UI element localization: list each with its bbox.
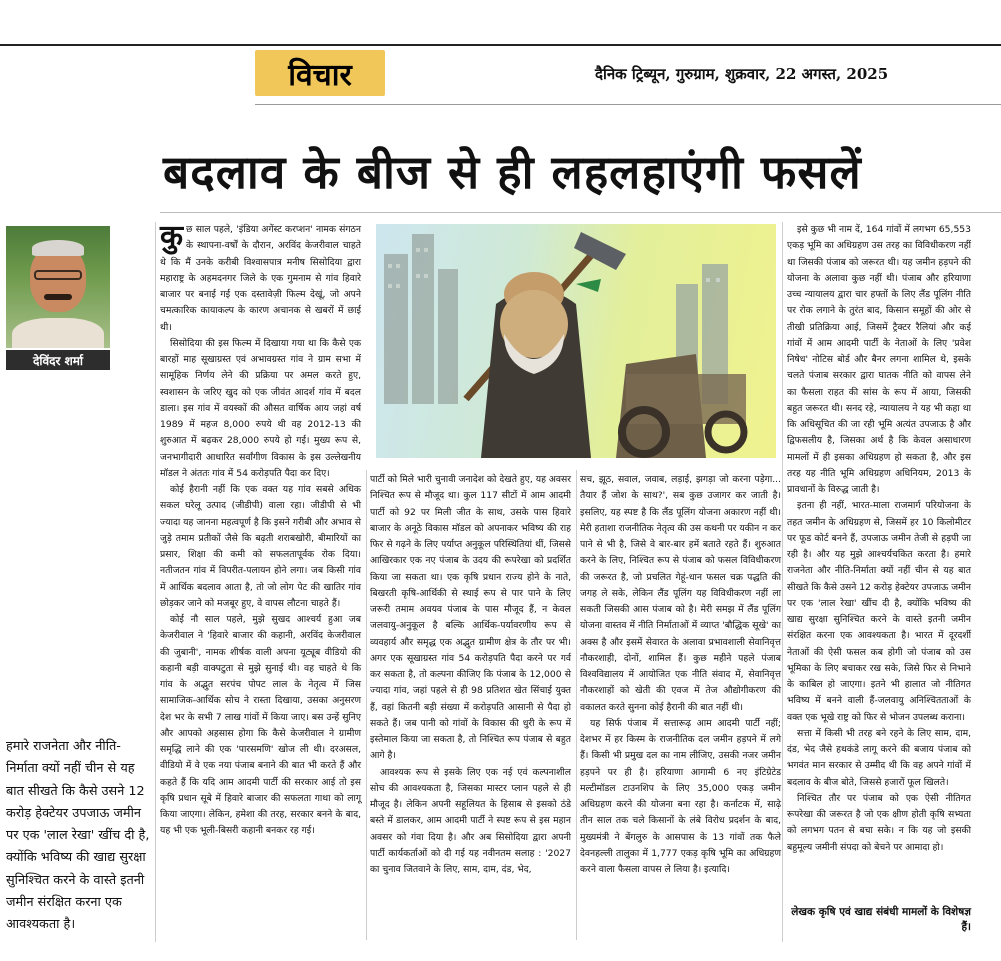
paragraph: पार्टी को मिले भारी चुनावी जनादेश को देखते हुए, यह अवसर निश्चित रूप से मौजूद था। कुल 117 सीटों में आम आदमी पार्टी को 92 पर मिली जीत के साथ, उसके पास हिवारे बाजार के अनूठे विकास मॉडल को अपनाकर भविष्य की राह फिर से गढ़ने के लिए पर्याप्त अनुकूल परिस्थितियां थीं, जिससे आखिरकार एक नए पंजाब के उदय की रूपरेखा को प्रदर्शित किया जा सकता था। एक कृषि प्रधान राज्य होने के नाते, बिखरती कृषि-आर्थिकी से स्थाई रूप से पार पाने के लिए जरूरी तमाम अवयव पंजाब के पास मौजूद हैं, न केवल जलवायु-अनुकूल है बल्कि आर्थिक-पर्यावरणीय रूप से व्यवहार्य और समृद्ध एक अद्भुत ग्रामीण क्षेत्र के तौर पर भी। अगर एक सूखाग्रस्त गांव 54 करोड़पति पैदा करने पर गर्व कर सकता है, तो कल्पना कीजिए कि पंजाब के 12,000 से ज्यादा गांव, जहां पहले से ही 98 प्रतिशत खेत सिंचाई युक्त हैं, वहां कितनी बड़ी संख्या में करोड़पति आसानी से पैदा हो सकते हैं। जब पानी को गांवों के विकास की धुरी के रूप में इस्तेमाल किया जा सकता है, तो निश्चित रूप पंजाब से बहुत आगे है। [370, 474, 571, 762]
author-photo [6, 226, 110, 348]
author-byline: देविंदर शर्मा [6, 350, 110, 370]
headline: बदलाव के बीज से ही लहलहाएंगी फसलें [163, 145, 862, 199]
paragraph: यह सिर्फ पंजाब में सत्तारूढ़ आम आदमी पार्टी नहीं; देशभर में हर किस्म के राजनीतिक दल जमीन हड़पने में लगे हैं। किसी भी प्रमुख दल का नाम लीजिए, उसकी नजर जमीन हड़पने पर ही है। हरियाणा आगामी 6 नए इंटिग्रेटेड मल्टीमॉडल टाउनशिप के लिए 35,000 एकड़ जमीन अधिग्रहण करने की योजना बना रहा है। कर्नाटक में, साढ़े तीन साल तक चले किसानों के लंबे विरोध प्रदर्शन के बाद, मुख्यमंत्री ने बेंगलुरु के आसपास के 13 गांवों तक फैले देवनहल्ली तालुका में 1,777 एकड़ कृषि भूमि का अधिग्रहण करने वाला फैसला वापस ले लिया है। इत्यादि। [580, 717, 781, 875]
column-divider [155, 222, 156, 942]
column-divider [782, 222, 783, 942]
paragraph: सत्ता में किसी भी तरह बने रहने के लिए साम, दाम, दंड, भेद जैसे हथकंडे लागू करने की बजाय पंजाब को भगवंत मान सरकार से उम्मीद थी कि वह अपने गांवों में बदलाव के बीज बोते, जिससे हजारों फूल खिलते। [787, 727, 971, 788]
paragraph: इतना ही नहीं, भारत-माला राजमार्ग परियोजना के तहत जमीन के अधिग्रहण से, जिसमें हर 10 किलोमीटर पर फूड कोर्ट बनने हैं, उपजाऊ जमीन तेजी से हड़पी जा रही है। और यह मुझे आश्चर्यचकित करता है। हमारे राजनेता और नीति-निर्माता क्यों नहीं चीन से यह बात सीखते कि कैसे उसने 12 करोड़ हेक्टेयर उपजाऊ जमीन पर एक 'लाल रेखा' खींच दी है, क्योंकि भविष्य की खाद्य सुरक्षा सुनिश्चित करने के वास्ते इतनी जमीन संरक्षित करना एक आवश्यकता है। भारत में दूरदर्शी नेताओं की ऐसी फसल कब होगी जो पंजाब को उस भूमिका के लिए बचाकर रख सके, जिसे फिर से निभाने के काबिल हो जाएगा। इतने भी हालात जो नीतिगत भविष्य में बनने वाली हैं-जलवायु अनिश्चितताओं के वक्त एक भूखे राष्ट्र को फिर से भोजन उपलब्ध कराना। [787, 500, 971, 723]
paragraph: छ साल पहले, 'इंडिया अगेंस्ट करप्शन' नामक संगठन के स्थापना-वर्षों के दौरान, अरविंद केजरीवाल चाहते थे कि मैं उनके करीबी विश्वासपात्र मनीष सिसोदिया द्वारा महाराष्ट्र के अहमदनगर जिले के एक गुमनाम से गांव हिवारे बाजार पर बनाई गई एक दस्तावेज़ी फिल्म देखूं, जो अपने चमत्कारिक कायाकल्प के कारण अचानक से खबरों में छाई थी। [160, 224, 361, 333]
section-tab: विचार [255, 50, 385, 96]
column-divider [576, 470, 577, 940]
headline-rule [160, 212, 1001, 213]
masthead: दैनिक ट्रिब्यून, गुरुग्राम, शुक्रवार, 22 अगस्त, 2025 [595, 65, 889, 83]
article-column-1 [160, 219, 361, 840]
paragraph: आवश्यक रूप से इसके लिए एक नई एवं कल्पनाशील सोच की आवश्यकता है, जिसका मास्टर प्लान पहले से ही मौजूद है। लेकिन अपनी सहूलियत के हिसाब से इसको ठंडे बस्ते में डालकर, आम आदमी पार्टी ने स्पष्ट रूप से इस महान अवसर को गंवा दिया है। और अब सिसोदिया द्वारा अपनी पार्टी कार्यकर्ताओं को दी गई यह नवीनतम सलाह : '2027 का चुनाव जितवाने के लिए, साम, दाम, दंड, भेद, [370, 766, 571, 875]
top-rule [0, 44, 1001, 46]
paragraph: इसे कुछ भी नाम दें, 164 गांवों में लगभग 65,553 एकड़ भूमि का अधिग्रहण उस तरह का विविधीकरण नहीं था जिसकी पंजाब को जरूरत थी। यह जमीन हड़पने की योजना के अलावा कुछ नहीं थी। पंजाब और हरियाणा उच्च न्यायालय द्वारा चार हफ्तों के लिए लैंड पूलिंग नीति पर रोक लगाने के तुरंत बाद, किसान समूहों की ओर से तीखी प्रतिक्रिया आई, जिसमें ट्रैक्टर रैलियां और कई गांवों में आम आदमी पार्टी के नेताओं के लिए 'प्रवेश निषेध' नोटिस बोर्ड और बैनर लगना शामिल थे, इसके चलते पंजाब सरकार द्वारा घातक नीति को वापस लेने का फैसला राहत की सांस के रूप में आया, जिसकी बहुत जरूरत थी। सनद रहे, न्यायालय ने यह भी कहा था कि अधिसूचित की जा रही भूमि अत्यंत उपजाऊ है और द्विफसलीय है, जिसका अर्थ है कि केवल असाधारण मामलों में ही इसका अधिग्रहण हो सकता है, और इस तरह यह नीति भूमि अधिग्रहण अधिनियम, 2013 के प्रावधानों के विरुद्ध जाती है। [787, 224, 971, 495]
pull-quote: हमारे राजनेता और नीति-निर्माता क्यों नहीं चीन से यह बात सीखते कि कैसे उसने 12 करोड़ हेक्टेयर उपजाऊ जमीन पर एक 'लाल रेखा' खींच दी है, क्योंकि भविष्य की खाद्य सुरक्षा सुनिश्चित करने के वास्ते इतनी जमीन संरक्षित करना एक आवश्यकता है। [6, 739, 150, 933]
article-column-2 [370, 472, 571, 878]
paragraph: सच, झूठ, सवाल, जवाब, लड़ाई, झगड़ा जो करना पड़ेगा... तैयार हैं जोश के साथ?', सब कुछ उजागर कर जाती है। इसलिए, यह स्पष्ट है कि लैंड पूलिंग योजना अकारण नहीं थी। मेरी हताशा राजनीतिक नेतृत्व की उस कथनी पर यकीन न कर पाने से भी है, जिसे वे बार-बार हमें बताते रहते हैं। शुरुआत करने के लिए, निश्चित रूप से पंजाब को फसल विविधीकरण की जरूरत है, जो प्रचलित गेहूं-धान फसल चक्र पद्धति की जगह ले सके, लेकिन लैंड पूलिंग यह विविधीकरण नहीं ला सकती जिसकी आस पंजाब को है। मेरी समझ में लैंड पूलिंग योजना वास्तव में नीति निर्माताओं में व्याप्त 'बौद्धिक सूखे' का अक्स है और इसमें सेवारत के अलावा प्रभावशाली सेवानिवृत्त नौकरशाही, दोनों, शामिल हैं। कुछ महीने पहले पंजाब विश्वविद्यालय में आयोजित एक नीति संवाद में, सेवानिवृत्त नौकरशाहों को खेती की एवज में तेज औद्योगीकरण की वकालत करते सुनना कोई हैरानी की बात नहीं थी। [580, 474, 781, 713]
paragraph: निश्चित तौर पर पंजाब को एक ऐसी नीतिगत रूपरेखा की जरूरत है जो एक क्षीण होती कृषि सभ्यता को लगभग पतन से बचा सके। न कि यह जो इसकी बहुमूल्य जमीनी संपदा को बेचने पर आमादा हो। [787, 792, 971, 853]
editorial-illustration [376, 224, 776, 458]
article-column-4 [787, 222, 971, 856]
article-column-3 [580, 472, 781, 878]
paragraph: सिसोदिया की इस फिल्म में दिखाया गया था कि कैसे एक बारहों माह सूखाग्रस्त एवं अभावग्रस्त गांव ने ग्राम सभा में सामूहिक निर्णय लेने की प्रक्रिया पर अमल करते हुए, स्वशासन के जरिए खुद को एक जीवंत आदर्श गांव में बदल डाला। इस गांव में वयस्कों की औसत वार्षिक आय जहां वर्ष 1989 में महज 8,000 रुपये थी वह 2012-13 की शुरुआत में बढ़कर 28,000 रुपये हो गई। मुख्य रूप से, जनभागीदारी आधारित सर्वांगीण विकास के इस उल्लेखनीय मॉडल ने अंततः गांव में 54 करोड़पति पैदा कर दिए। [160, 337, 361, 479]
paragraph: कोई नौ साल पहले, मुझे सुखद आश्चर्य हुआ जब केजरीवाल ने 'हिवारे बाजार की कहानी, अरविंद केजरीवाल की जुबानी', नामक शीर्षक वाली अपना यूट्यूब वीडियो की कहानी बड़ी वाक्पटुता से मुझे सुनाई थी। वह चाहते थे कि गांव के अद्भुत सरपंच पोपट लाल के नेतृत्व में जिस सामाजिक-आर्थिक सोच ने रास्ता दिखाया, उसका अनुसरण देश भर के सभी 7 लाख गांवों में किया जाए। बस उन्हें सुनिए और आपको अहसास होगा कि कैसे केजरीवाल ने ग्रामीण समृद्धि लाने की एक 'पारसमणि' खोज ली थी। दरअसल, वीडियो में वे एक नया पंजाब बनाने की बात भी करते हैं और कहते हैं कि यदि आम आदमी पार्टी की सरकार आई तो इस कृषि प्रधान सूबे में हिवारे बाजार की सफलता गाथा को लागू किया जाएगा। लेकिन, हमेशा की तरह, सरकार बनने के बाद, यह भी एक भूली-बिसरी कहानी बनकर रह गई। [160, 614, 361, 837]
header-rule [255, 104, 1001, 105]
drop-cap: कु [160, 219, 184, 254]
paragraph: कोई हैरानी नहीं कि एक वक्त यह गांव सबसे अधिक सकल घरेलू उत्पाद (जीडीपी) वाला रहा। जीडीपी से भी ज्यादा यह जानना महत्वपूर्ण है कि इसने गरीबी और अभाव से जुड़े तमाम प्रतीकों जैसे कि बढ़ती शराबखोरी, बीमारियों का प्रसार, शिक्षा की कमी को सफलतापूर्वक रोक दिया। नतीजतन गांव में विपरीत-पलायन होने लगा। जब किसी गांव में आर्थिक बदलाव आता है, तो जो लोग पेट की खातिर गांव छोड़कर जाने को मजबूर हुए, वे वापस लौटना चाहते हैं। [160, 484, 361, 609]
column-divider [366, 470, 367, 940]
author-note: लेखक कृषि एवं खाद्य संबंधी मामलों के विशेषज्ञ हैं। [791, 906, 971, 933]
